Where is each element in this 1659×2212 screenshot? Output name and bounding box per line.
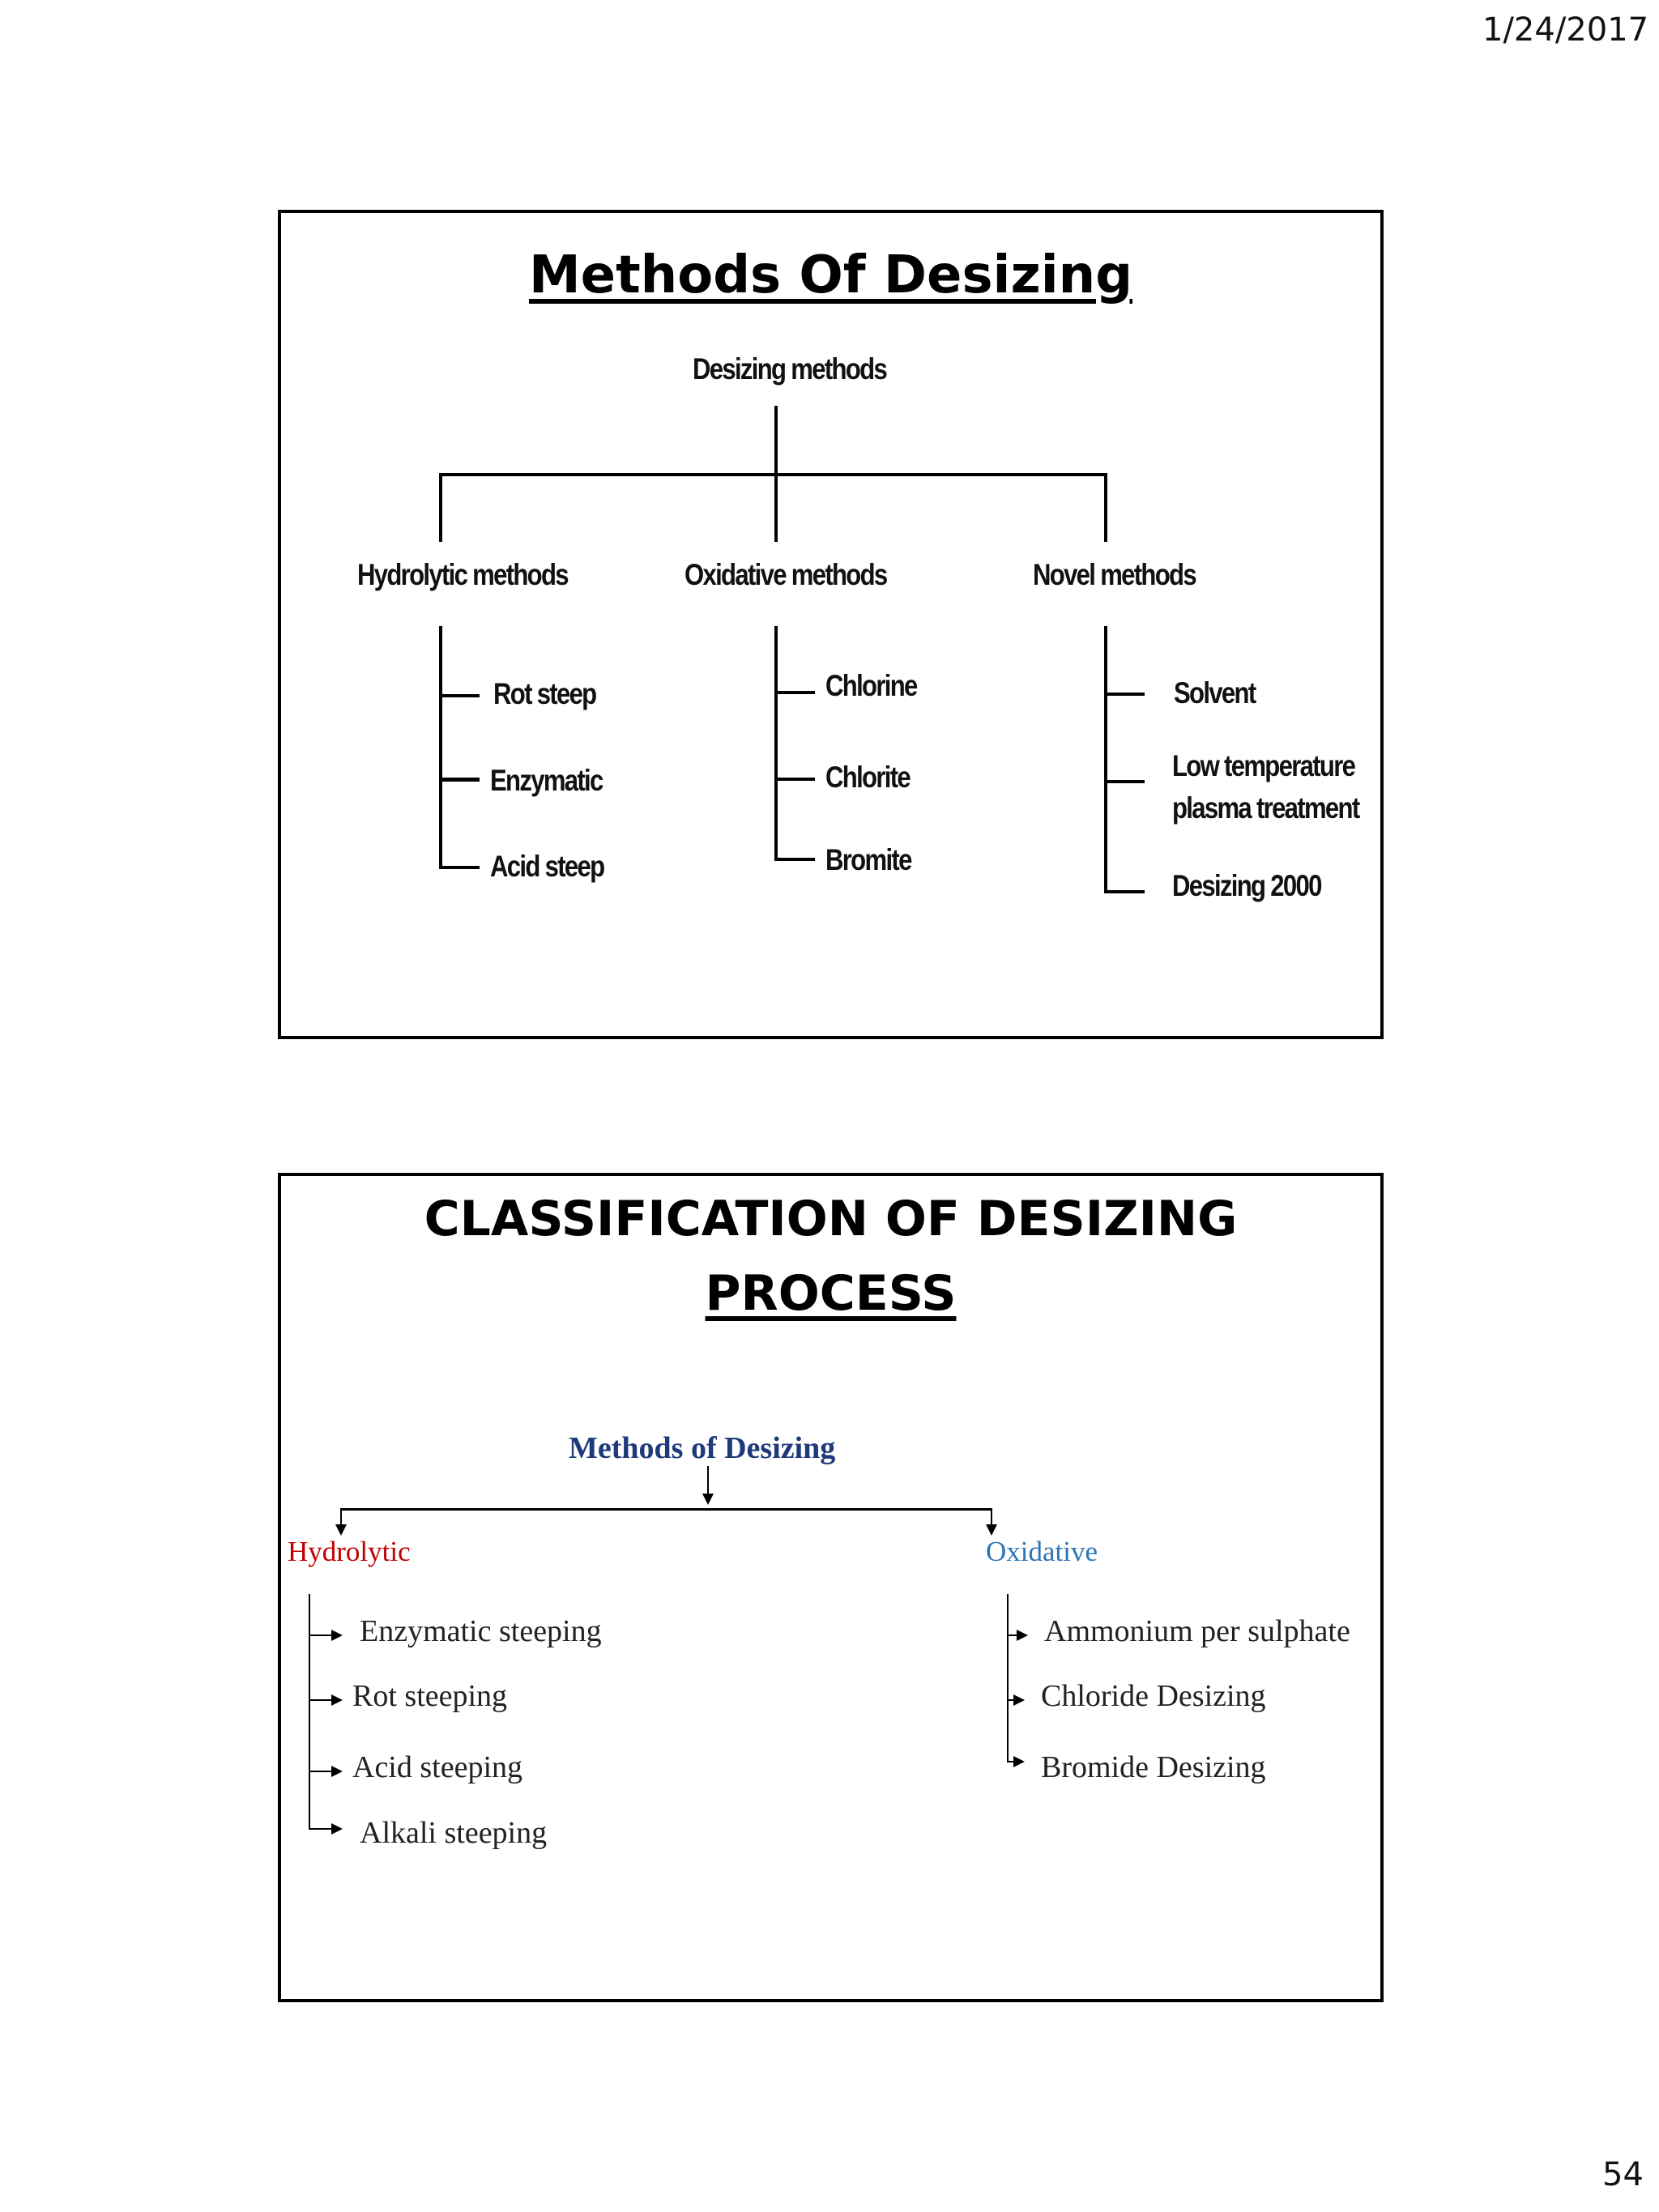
hydrolytic-tick-2: [309, 1699, 333, 1701]
novel-item: Solvent: [1174, 676, 1256, 710]
root-arrow-shaft: [707, 1466, 709, 1497]
oxidative-item: Chlorite: [825, 761, 910, 794]
hydrolytic-item: Alkali steeping: [360, 1816, 548, 1850]
oxidative-tick-3: [774, 858, 815, 861]
tree-root: Desizing methods: [693, 352, 887, 386]
oxidative-tick-2: [774, 778, 815, 781]
branch-label-hydrolytic: Hydrolytic methods: [357, 558, 568, 591]
hydrolytic-tick-3: [309, 1771, 333, 1772]
oxidative-vline: [1007, 1594, 1009, 1762]
slide-classification-of-desizing: [278, 1173, 1384, 2002]
branch-drop-oxidative: [774, 473, 778, 542]
novel-item: Low temperature: [1172, 749, 1355, 782]
hydrolytic-drop-arrow: [335, 1524, 347, 1536]
branch-label-oxidative: Oxidative: [986, 1536, 1098, 1567]
oxidative-vline: [774, 626, 778, 861]
hydrolytic-arrow-1: [331, 1630, 343, 1641]
novel-tick-2: [1104, 780, 1145, 783]
hydrolytic-tick-3: [439, 866, 480, 869]
tree-root: Methods of Desizing: [569, 1431, 836, 1465]
oxidative-tick-1: [774, 691, 815, 694]
hydrolytic-item: Rot steep: [493, 677, 596, 710]
oxidative-item: Bromite: [825, 843, 911, 876]
oxidative-drop-arrow: [986, 1524, 997, 1536]
date-label: 1/24/2017: [1482, 11, 1649, 49]
hydrolytic-drop: [340, 1508, 342, 1526]
page-number: 54: [1602, 2156, 1644, 2193]
hydrolytic-vline: [439, 626, 442, 869]
hydrolytic-item: Rot steeping: [352, 1679, 508, 1713]
tree-bar: [439, 473, 1107, 476]
oxidative-item: Ammonium per sulphate: [1044, 1614, 1350, 1648]
branch-label-novel: Novel methods: [1033, 558, 1196, 591]
slide-title-line-2: PROCESS: [705, 1265, 957, 1322]
hydrolytic-tick-1: [309, 1634, 333, 1636]
branch-drop-novel: [1104, 473, 1107, 542]
oxidative-arrow-3: [1013, 1756, 1025, 1767]
oxidative-item: Chloride Desizing: [1041, 1679, 1266, 1713]
branch-label-oxidative: Oxidative methods: [684, 558, 887, 591]
novel-vline: [1104, 626, 1107, 893]
root-arrow-head: [702, 1494, 714, 1505]
oxidative-drop: [991, 1508, 992, 1526]
hydrolytic-item: Acid steep: [490, 850, 604, 883]
hydrolytic-arrow-3: [331, 1766, 343, 1777]
oxidative-item: Chlorine: [825, 669, 917, 702]
oxidative-item: Bromide Desizing: [1041, 1750, 1266, 1784]
hydrolytic-tick-4: [309, 1828, 333, 1830]
slide-title-line-1: CLASSIFICATION OF DESIZING: [424, 1191, 1238, 1247]
hydrolytic-tick-1: [439, 694, 480, 697]
novel-item: Desizing 2000: [1172, 869, 1321, 902]
hydrolytic-item: Enzymatic steeping: [360, 1614, 602, 1648]
hydrolytic-item: Acid steeping: [352, 1750, 523, 1784]
novel-tick-1: [1104, 693, 1145, 696]
slide-title: Methods Of Desizing: [528, 245, 1133, 305]
oxidative-arrow-2: [1013, 1694, 1025, 1706]
hydrolytic-item: Enzymatic: [490, 764, 603, 797]
hydrolytic-arrow-4: [331, 1823, 343, 1835]
tree-trunk: [774, 406, 778, 479]
hydrolytic-arrow-2: [331, 1694, 343, 1706]
branch-drop-hydrolytic: [439, 473, 442, 542]
slide-methods-of-desizing: [278, 210, 1384, 1039]
novel-item: plasma treatment: [1172, 791, 1359, 825]
tree-bar: [340, 1508, 992, 1511]
branch-label-hydrolytic: Hydrolytic: [288, 1536, 411, 1567]
oxidative-arrow-1: [1017, 1630, 1028, 1641]
novel-tick-3: [1104, 890, 1145, 893]
hydrolytic-tick-2: [439, 778, 480, 782]
hydrolytic-vline: [309, 1594, 310, 1829]
